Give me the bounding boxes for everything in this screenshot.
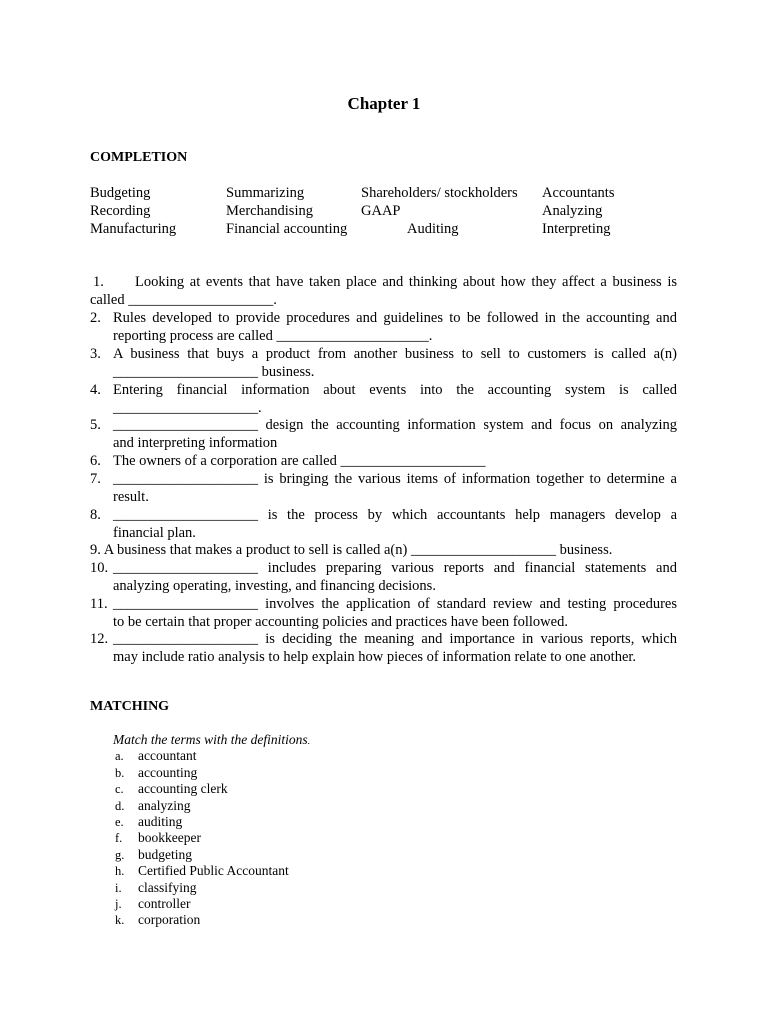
word-bank-term: Recording — [90, 203, 151, 219]
question-number: 8. — [90, 507, 101, 523]
completion-question — [90, 345, 677, 381]
completion-question — [90, 273, 677, 309]
term-text: controller — [138, 896, 191, 911]
question-text: ____________________ includes preparing various reports and financial statements and — [113, 560, 677, 576]
completion-question — [90, 309, 677, 345]
question-number: 9. — [90, 542, 101, 558]
question-text: ____________________ involves the application of standard review and testing procedures — [113, 596, 677, 612]
question-text: The owners of a corporation are called ____________________ — [113, 453, 486, 469]
question-text-continued: ____________________. — [113, 400, 262, 416]
term-letter: d. — [115, 799, 125, 813]
term-letter: c. — [115, 782, 124, 796]
question-text: A business that makes a product to sell is called a(n) ____________________ business. — [103, 542, 613, 558]
term-letter: b. — [115, 766, 125, 780]
question-text: A business that buys a product from another business to sell to customers is called a(n) — [113, 346, 677, 362]
question-text: ____________________ is deciding the meaning and importance in various reports, which — [113, 631, 677, 647]
question-number: 11. — [90, 596, 108, 612]
term-letter: f. — [115, 831, 123, 845]
question-text: Entering financial information about events into the accounting system is called — [113, 382, 677, 398]
question-text-continued: financial plan. — [113, 525, 196, 541]
term-letter: e. — [115, 815, 124, 829]
term-text: classifying — [138, 880, 197, 895]
term-letter: g. — [115, 848, 125, 862]
term-text: analyzing — [138, 798, 191, 813]
question-text: ____________________ is the process by which accountants help managers develop a — [113, 507, 677, 523]
question-number: 5. — [90, 417, 101, 433]
question-number: 3. — [90, 346, 101, 362]
question-text-continued: and interpreting information — [113, 435, 278, 451]
term-letter: i. — [115, 881, 122, 895]
question-text: ____________________ is bringing the various items of information together to determine a — [113, 471, 677, 487]
matching-term — [115, 798, 190, 815]
matching-term — [115, 748, 196, 765]
question-text-continued: result. — [113, 489, 149, 505]
term-text: accounting — [138, 765, 198, 780]
completion-question — [90, 595, 677, 631]
completion-question — [90, 541, 677, 559]
question-number: 4. — [90, 382, 101, 398]
matching-term — [115, 830, 201, 847]
term-text: budgeting — [138, 847, 192, 862]
question-number: 7. — [90, 471, 101, 487]
word-bank-term: Summarizing — [226, 185, 305, 201]
word-bank-term: Accountants — [542, 185, 615, 201]
term-text: Certified Public Accountant — [138, 863, 289, 878]
completion-question — [90, 559, 677, 595]
term-text: accounting clerk — [138, 781, 228, 796]
question-text-continued: to be certain that proper accounting policies and practices have been followed. — [113, 614, 568, 630]
question-text-continued: called ____________________. — [90, 292, 277, 308]
completion-question — [90, 416, 677, 452]
word-bank-term: GAAP — [361, 203, 401, 219]
word-bank-term: Analyzing — [542, 203, 603, 219]
term-letter: j. — [115, 897, 122, 911]
matching-term — [115, 781, 228, 798]
completion-question — [90, 506, 677, 542]
question-text-continued: analyzing operating, investing, and financing decisions. — [113, 578, 436, 594]
term-letter: k. — [115, 913, 125, 927]
matching-term — [115, 765, 197, 782]
question-text-continued: ____________________ business. — [113, 364, 315, 380]
question-number: 6. — [90, 453, 101, 469]
matching-heading: MATCHING — [90, 699, 170, 714]
question-number: 10. — [90, 560, 109, 576]
completion-question — [90, 381, 677, 417]
question-text-continued: reporting process are called _____________________. — [113, 328, 433, 344]
question-text: Rules developed to provide procedures and guidelines to be followed in the accounting and — [113, 310, 677, 326]
term-text: accountant — [138, 748, 197, 763]
matching-term — [115, 880, 197, 897]
term-text: corporation — [138, 912, 201, 927]
question-text: Looking at events that have taken place and thinking about how they affect a business is — [135, 274, 677, 290]
word-bank-term: Merchandising — [226, 203, 313, 219]
word-bank-term: Manufacturing — [90, 221, 177, 237]
question-number: 2. — [90, 310, 101, 326]
term-text: auditing — [138, 814, 183, 829]
word-bank-term: Financial accounting — [226, 221, 348, 237]
term-letter: a. — [115, 749, 124, 763]
word-bank-term: Shareholders/ stockholders — [361, 185, 518, 201]
completion-heading: COMPLETION — [90, 150, 188, 165]
question-text: ____________________ design the accounting information system and focus on analyzing — [113, 417, 677, 433]
completion-question — [90, 630, 677, 666]
question-number: 1. — [93, 274, 104, 290]
page-title: Chapter 1 — [347, 94, 421, 113]
instruction-text: Match the terms with the definitions — [113, 732, 308, 747]
term-letter: h. — [115, 864, 125, 878]
question-text-continued: may include ratio analysis to help explain how pieces of information relate to one another. — [113, 649, 637, 665]
term-text: bookkeeper — [138, 830, 201, 845]
word-bank-term: Interpreting — [542, 221, 611, 237]
completion-question — [90, 470, 677, 506]
instruction-period: . — [307, 736, 310, 746]
matching-term — [115, 912, 200, 929]
matching-term — [115, 863, 289, 880]
matching-term — [115, 847, 192, 864]
matching-term — [115, 896, 190, 913]
matching-term — [115, 814, 182, 831]
question-number: 12. — [90, 631, 109, 647]
matching-instruction — [113, 732, 310, 748]
completion-question — [90, 452, 677, 470]
word-bank-term: Budgeting — [90, 185, 151, 201]
word-bank-term: Auditing — [407, 221, 459, 237]
